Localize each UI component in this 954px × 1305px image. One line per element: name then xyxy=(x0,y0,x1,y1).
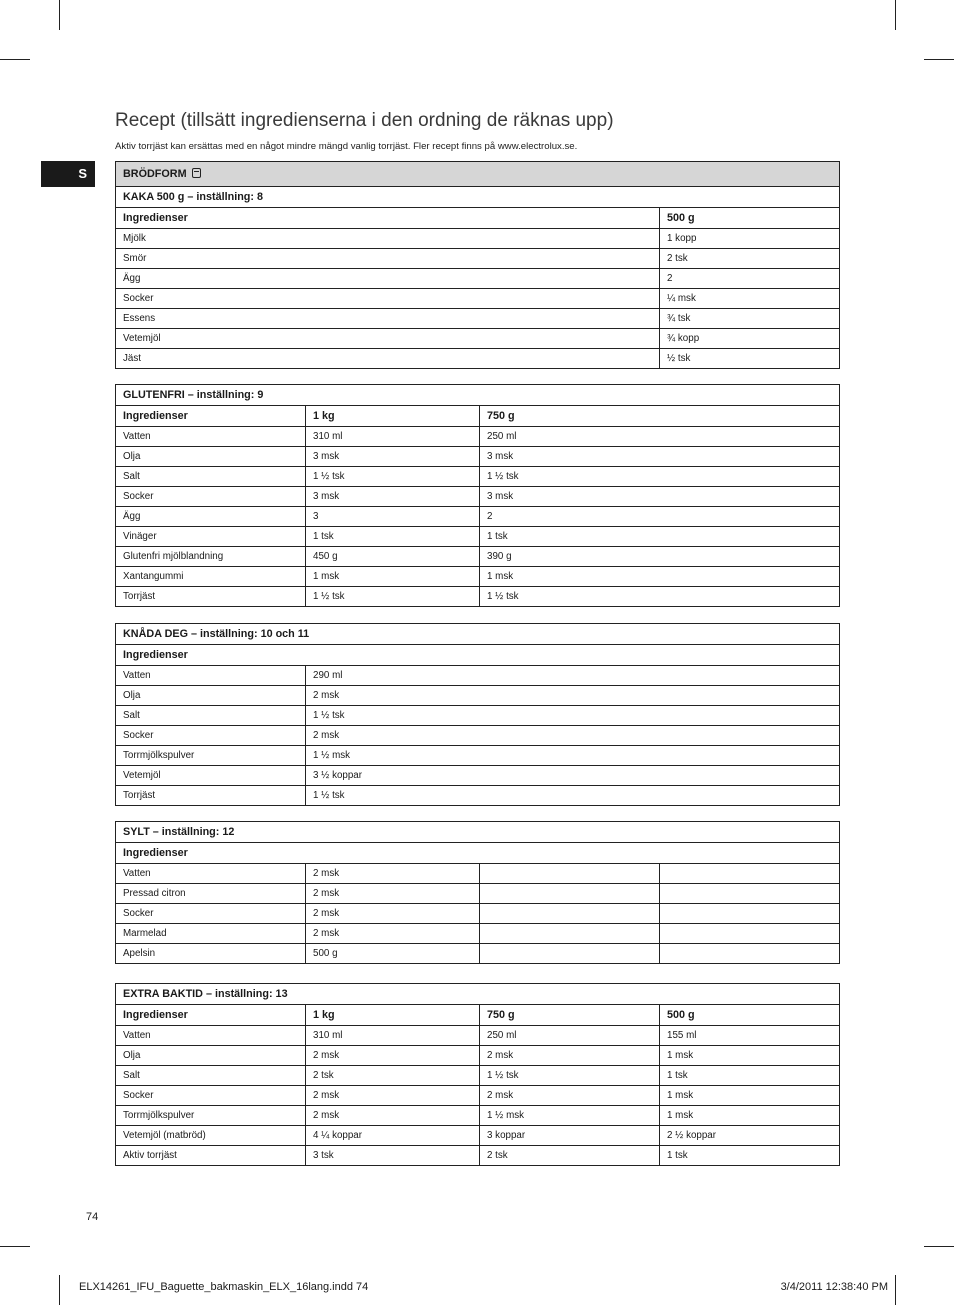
amount-cell: 2 msk xyxy=(306,686,840,706)
amount-cell: ¼ msk xyxy=(660,289,840,309)
amount-cell: 2 tsk xyxy=(306,1066,480,1086)
amount-cell: 250 ml xyxy=(480,427,840,447)
ingredient-cell: Socker xyxy=(116,1086,306,1106)
empty-cell xyxy=(480,864,660,884)
table-row xyxy=(116,447,840,467)
amount-cell: 1 msk xyxy=(306,567,480,587)
amount-cell: 1 tsk xyxy=(480,527,840,547)
recipe-table-kaka xyxy=(115,161,840,369)
ingredient-cell: Salt xyxy=(116,706,306,726)
table-row xyxy=(116,1046,840,1066)
recipe-table-sylt xyxy=(115,821,840,964)
ingredient-cell: Socker xyxy=(116,289,660,309)
amount-cell: 2 ½ koppar xyxy=(660,1126,840,1146)
ingredient-cell: Marmelad xyxy=(116,924,306,944)
crop-mark xyxy=(924,1246,954,1247)
amount-cell: 1 ½ msk xyxy=(480,1106,660,1126)
table-heading: KNÅDA DEG – inställning: 10 och 11 xyxy=(116,624,840,645)
amount-cell: 1 ½ tsk xyxy=(306,587,480,607)
ingredient-cell: Vinäger xyxy=(116,527,306,547)
column-header: Ingredienser xyxy=(116,843,840,864)
empty-cell xyxy=(480,924,660,944)
ingredient-cell: Apelsin xyxy=(116,944,306,964)
ingredient-cell: Vetemjöl (matbröd) xyxy=(116,1126,306,1146)
page-title: Recept (tillsätt ingredienserna i den ordning de räknas upp) xyxy=(115,110,614,131)
amount-cell: 2 msk xyxy=(306,864,480,884)
ingredient-cell: Ägg xyxy=(116,507,306,527)
ingredient-cell: Torrmjölkspulver xyxy=(116,746,306,766)
table-row xyxy=(116,706,840,726)
ingredient-cell: Torrjäst xyxy=(116,786,306,806)
ingredient-cell: Mjölk xyxy=(116,229,660,249)
amount-cell: 155 ml xyxy=(660,1026,840,1046)
ingredient-cell: Glutenfri mjölblandning xyxy=(116,547,306,567)
amount-cell: 2 msk xyxy=(306,726,840,746)
table-row xyxy=(116,944,840,964)
amount-cell: 450 g xyxy=(306,547,480,567)
ingredient-cell: Socker xyxy=(116,487,306,507)
amount-cell: 4 ¼ koppar xyxy=(306,1126,480,1146)
amount-cell: 2 msk xyxy=(306,924,480,944)
crop-mark xyxy=(59,1275,60,1305)
amount-cell: 310 ml xyxy=(306,1026,480,1046)
column-header: 1 kg xyxy=(306,1005,480,1026)
table-row xyxy=(116,1066,840,1086)
empty-cell xyxy=(660,904,840,924)
table-row xyxy=(116,1106,840,1126)
table-row xyxy=(116,766,840,786)
amount-cell: 2 msk xyxy=(306,884,480,904)
table-row xyxy=(116,786,840,806)
empty-cell xyxy=(480,944,660,964)
amount-cell: 2 xyxy=(480,507,840,527)
column-header: Ingredienser xyxy=(116,645,840,666)
crop-mark xyxy=(895,0,896,30)
amount-cell: 1 ½ tsk xyxy=(306,706,840,726)
table-row xyxy=(116,666,840,686)
ingredient-cell: Olja xyxy=(116,1046,306,1066)
amount-cell: 1 tsk xyxy=(660,1066,840,1086)
table-row xyxy=(116,349,840,369)
amount-cell: 2 msk xyxy=(480,1086,660,1106)
table-row xyxy=(116,269,840,289)
table-row xyxy=(116,884,840,904)
crop-mark xyxy=(924,59,954,60)
amount-cell: 2 msk xyxy=(306,904,480,924)
amount-cell: 1 msk xyxy=(660,1046,840,1066)
amount-cell: 3 msk xyxy=(480,487,840,507)
ingredient-cell: Salt xyxy=(116,467,306,487)
amount-cell: 1 msk xyxy=(660,1086,840,1106)
ingredient-cell: Socker xyxy=(116,904,306,924)
amount-cell: 3 tsk xyxy=(306,1146,480,1166)
crop-mark xyxy=(0,59,30,60)
amount-cell: 3 xyxy=(306,507,480,527)
table-row xyxy=(116,1086,840,1106)
table-heading-label: BRÖDFORM xyxy=(123,168,187,180)
table-row xyxy=(116,309,840,329)
table-row xyxy=(116,864,840,884)
amount-cell: 1 ½ tsk xyxy=(480,587,840,607)
table-row xyxy=(116,249,840,269)
empty-cell xyxy=(660,884,840,904)
table-row xyxy=(116,427,840,447)
amount-cell: 310 ml xyxy=(306,427,480,447)
amount-cell: 1 tsk xyxy=(306,527,480,547)
amount-cell: 500 g xyxy=(306,944,480,964)
ingredient-cell: Torrjäst xyxy=(116,587,306,607)
ingredient-cell: Vetemjöl xyxy=(116,329,660,349)
column-header: 1 kg xyxy=(306,406,480,427)
column-header: 750 g xyxy=(480,406,840,427)
amount-cell: ½ tsk xyxy=(660,349,840,369)
ingredient-cell: Socker xyxy=(116,726,306,746)
column-header: Ingredienser xyxy=(116,406,306,427)
footer-filename: ELX14261_IFU_Baguette_bakmaskin_ELX_16lang.indd 74 xyxy=(79,1281,369,1293)
amount-cell: 2 xyxy=(660,269,840,289)
recipe-table-glutenfri xyxy=(115,384,840,607)
bread-pan-icon xyxy=(192,168,201,178)
ingredient-cell: Torrmjölkspulver xyxy=(116,1106,306,1126)
recipe-table-extra-baktid xyxy=(115,983,840,1166)
column-header: 500 g xyxy=(660,208,840,229)
footer-timestamp: 3/4/2011 12:38:40 PM xyxy=(780,1281,888,1293)
table-row xyxy=(116,1146,840,1166)
table-row xyxy=(116,289,840,309)
table-row xyxy=(116,746,840,766)
amount-cell: 2 msk xyxy=(306,1046,480,1066)
table-row xyxy=(116,547,840,567)
column-header: Ingredienser xyxy=(116,1005,306,1026)
ingredient-cell: Vetemjöl xyxy=(116,766,306,786)
empty-cell xyxy=(480,884,660,904)
crop-mark xyxy=(59,0,60,30)
amount-cell: 2 tsk xyxy=(480,1146,660,1166)
amount-cell: 390 g xyxy=(480,547,840,567)
table-row xyxy=(116,904,840,924)
amount-cell: 3 msk xyxy=(306,487,480,507)
empty-cell xyxy=(660,924,840,944)
ingredient-cell: Xantangummi xyxy=(116,567,306,587)
table-heading xyxy=(116,162,840,187)
table-row xyxy=(116,726,840,746)
table-heading: GLUTENFRI – inställning: 9 xyxy=(116,385,840,406)
amount-cell: 290 ml xyxy=(306,666,840,686)
ingredient-cell: Olja xyxy=(116,447,306,467)
table-subheading: KAKA 500 g – inställning: 8 xyxy=(116,187,840,208)
column-header: 750 g xyxy=(480,1005,660,1026)
table-row xyxy=(116,1126,840,1146)
amount-cell: 1 ½ tsk xyxy=(480,467,840,487)
ingredient-cell: Olja xyxy=(116,686,306,706)
table-row xyxy=(116,229,840,249)
ingredient-cell: Ägg xyxy=(116,269,660,289)
table-row xyxy=(116,467,840,487)
table-row xyxy=(116,507,840,527)
amount-cell: 1 ½ msk xyxy=(306,746,840,766)
amount-cell: 3 ½ koppar xyxy=(306,766,840,786)
ingredient-cell: Vatten xyxy=(116,1026,306,1046)
crop-mark xyxy=(895,1275,896,1305)
ingredient-cell: Vatten xyxy=(116,427,306,447)
amount-cell: 1 ½ tsk xyxy=(480,1066,660,1086)
column-header: Ingredienser xyxy=(116,208,660,229)
table-row xyxy=(116,587,840,607)
amount-cell: 250 ml xyxy=(480,1026,660,1046)
page-number: 74 xyxy=(86,1211,99,1223)
amount-cell: 1 ½ tsk xyxy=(306,467,480,487)
ingredient-cell: Aktiv torrjäst xyxy=(116,1146,306,1166)
intro-text: Aktiv torrjäst kan ersättas med en något mindre mängd vanlig torrjäst. Fler recept finns på www.electrolux.se. xyxy=(115,141,578,152)
empty-cell xyxy=(660,864,840,884)
column-header: 500 g xyxy=(660,1005,840,1026)
amount-cell: 1 tsk xyxy=(660,1146,840,1166)
amount-cell: ¾ tsk xyxy=(660,309,840,329)
language-tab-label: S xyxy=(78,166,87,181)
empty-cell xyxy=(660,944,840,964)
empty-cell xyxy=(480,904,660,924)
language-tab xyxy=(41,161,95,187)
ingredient-cell: Vatten xyxy=(116,666,306,686)
ingredient-cell: Jäst xyxy=(116,349,660,369)
table-row xyxy=(116,487,840,507)
amount-cell: ¾ kopp xyxy=(660,329,840,349)
amount-cell: 1 ½ tsk xyxy=(306,786,840,806)
ingredient-cell: Essens xyxy=(116,309,660,329)
amount-cell: 1 msk xyxy=(480,567,840,587)
ingredient-cell: Smör xyxy=(116,249,660,269)
crop-mark xyxy=(0,1246,30,1247)
amount-cell: 2 msk xyxy=(306,1106,480,1126)
ingredient-cell: Salt xyxy=(116,1066,306,1086)
recipe-table-knada-deg xyxy=(115,623,840,806)
amount-cell: 3 koppar xyxy=(480,1126,660,1146)
table-heading: EXTRA BAKTID – inställning: 13 xyxy=(116,984,840,1005)
amount-cell: 1 kopp xyxy=(660,229,840,249)
ingredient-cell: Vatten xyxy=(116,864,306,884)
amount-cell: 1 msk xyxy=(660,1106,840,1126)
amount-cell: 3 msk xyxy=(480,447,840,467)
table-row xyxy=(116,686,840,706)
table-row xyxy=(116,329,840,349)
table-row xyxy=(116,1026,840,1046)
amount-cell: 2 tsk xyxy=(660,249,840,269)
amount-cell: 2 msk xyxy=(480,1046,660,1066)
table-row xyxy=(116,924,840,944)
amount-cell: 3 msk xyxy=(306,447,480,467)
table-row xyxy=(116,527,840,547)
table-heading: SYLT – inställning: 12 xyxy=(116,822,840,843)
ingredient-cell: Pressad citron xyxy=(116,884,306,904)
table-row xyxy=(116,567,840,587)
amount-cell: 2 msk xyxy=(306,1086,480,1106)
